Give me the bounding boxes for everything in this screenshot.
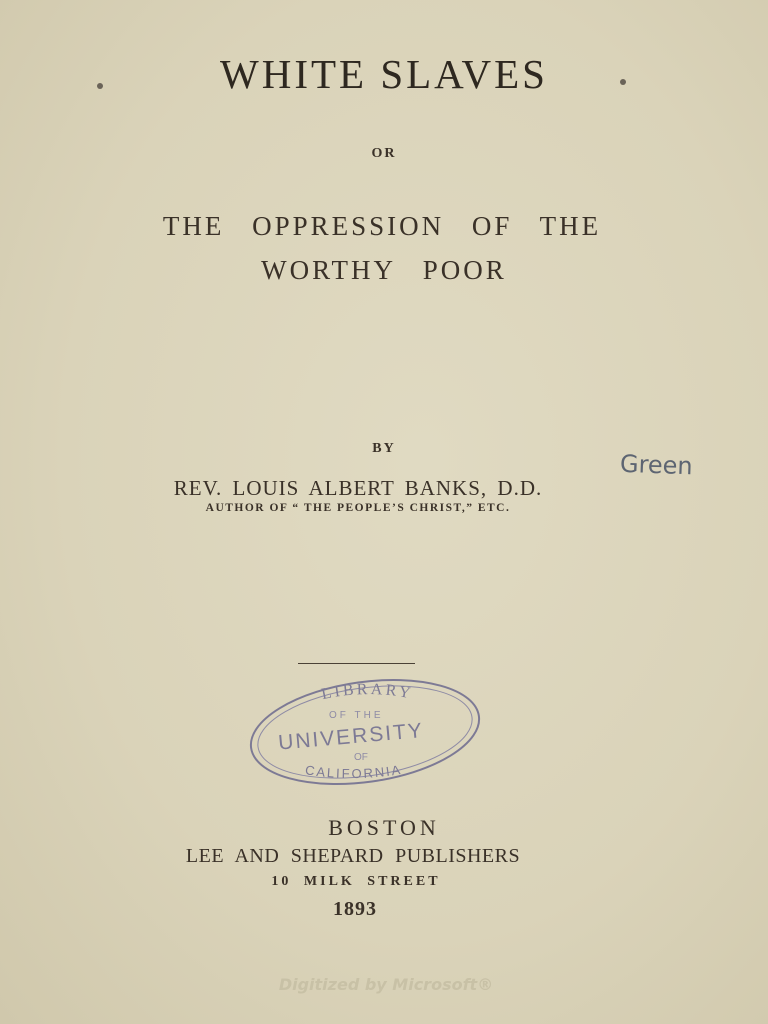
stamp-bottom-text: CALIFORNIA: [304, 761, 404, 782]
subtitle-line-1: THE OPPRESSION OF THE: [162, 211, 602, 241]
divider-rule: [298, 663, 415, 664]
title-connector: OR: [371, 146, 397, 161]
digitized-watermark: Digitized by Microsoft®: [278, 975, 494, 994]
subtitle-line-2: WORTHY POOR: [261, 255, 507, 285]
publication-year: 1893: [333, 898, 377, 920]
library-stamp: [246, 676, 486, 788]
stamp-main-text: UNIVERSITY: [277, 718, 425, 755]
stamp-of: OF: [354, 752, 368, 763]
author-name: REV. LOUIS ALBERT BANKS, D.D.: [173, 476, 543, 500]
book-title: WHITE SLAVES: [220, 51, 548, 97]
ink-dot-right: [620, 79, 626, 85]
author-credit: AUTHOR OF “ THE PEOPLE’S CHRIST,” ETC.: [205, 502, 511, 514]
publisher-street: 10 MILK STREET: [271, 874, 441, 889]
handwritten-note: Green: [619, 449, 694, 481]
publisher-city: BOSTON: [328, 815, 440, 840]
stamp-of-the: OF THE: [329, 710, 384, 721]
stamp-top-text: LIBRARY: [319, 681, 415, 704]
by-label: BY: [372, 441, 396, 456]
publisher-name: LEE AND SHEPARD PUBLISHERS: [185, 845, 521, 867]
